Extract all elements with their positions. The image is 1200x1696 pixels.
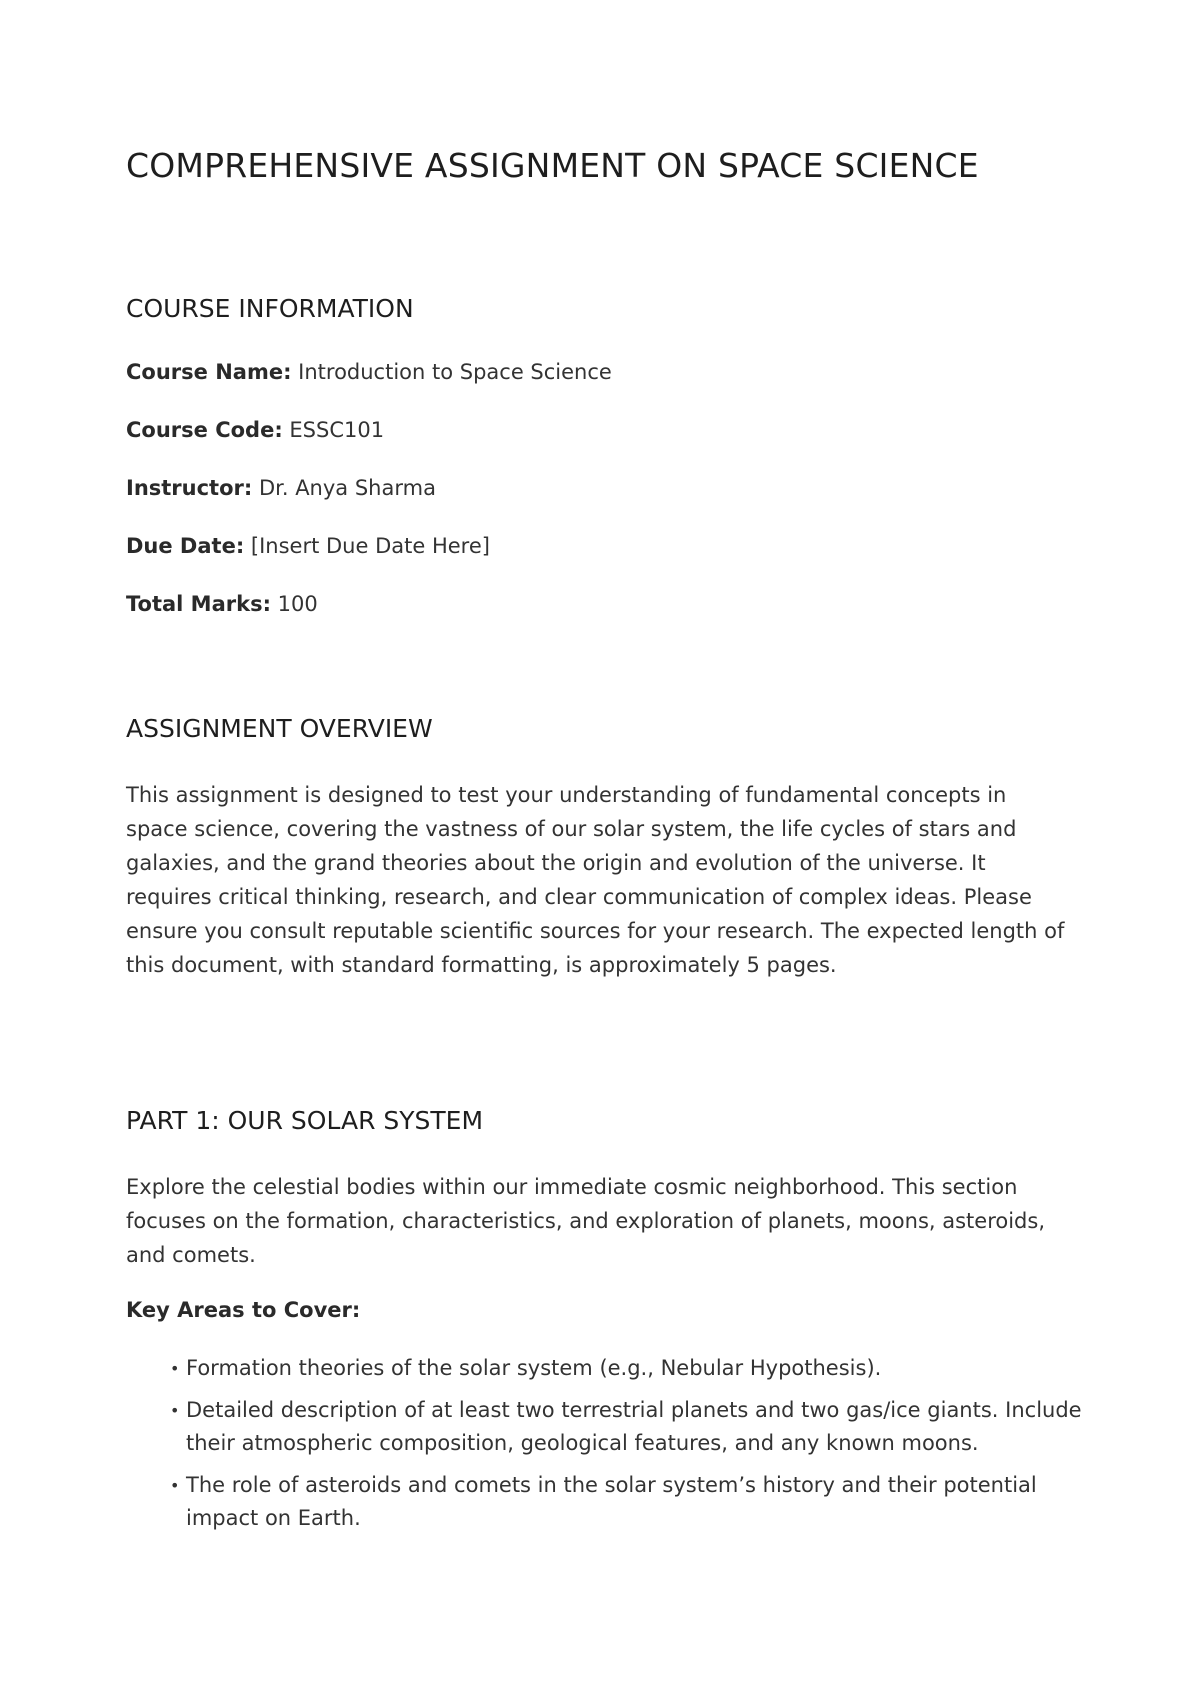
instructor-value: Dr. Anya Sharma xyxy=(258,476,436,500)
total-marks-value: 100 xyxy=(277,592,318,616)
list-item-text: Formation theories of the solar system (e.g., Nebular Hypothesis). xyxy=(186,1356,882,1380)
due-date-value: [Insert Due Date Here] xyxy=(250,534,490,558)
due-date-row xyxy=(126,534,490,558)
bullet-icon: • xyxy=(170,1401,180,1420)
bullet-icon: • xyxy=(170,1476,180,1495)
total-marks-label: Total Marks: xyxy=(126,592,271,616)
instructor-label: Instructor: xyxy=(126,476,253,500)
course-code-label: Course Code: xyxy=(126,418,283,442)
document-title: COMPREHENSIVE ASSIGNMENT ON SPACE SCIENCE xyxy=(126,146,979,185)
bullet-icon: • xyxy=(170,1359,180,1378)
course-name-label: Course Name: xyxy=(126,360,292,384)
part1-heading: PART 1: OUR SOLAR SYSTEM xyxy=(126,1106,484,1135)
list-item xyxy=(168,1394,1088,1460)
course-name-value: Introduction to Space Science xyxy=(298,360,612,384)
instructor-row xyxy=(126,476,436,500)
part1-paragraph: Explore the celestial bodies within our immediate cosmic neighborhood. This section focuses on the formation, characteristics, and exploration of planets, moons, asteroids, and comets. xyxy=(126,1175,1045,1267)
assignment-overview-heading: ASSIGNMENT OVERVIEW xyxy=(126,714,433,743)
list-item-text: The role of asteroids and comets in the solar system’s history and their potential impact on Earth. xyxy=(186,1473,1037,1530)
assignment-overview-paragraph: This assignment is designed to test your understanding of fundamental concepts in space science, covering the vastness of our solar system, the life cycles of stars and galaxies, and the grand theories about the origin and evolution of the universe. It requires critical thinking, research, and clear communication of complex ideas. Please ensure you consult reputable scientific sources for your research. The expected length of this document, with standard formatting, is approximately 5 pages. xyxy=(126,783,1065,977)
list-item xyxy=(168,1352,1088,1385)
list-item xyxy=(168,1469,1088,1535)
total-marks-row xyxy=(126,592,318,616)
list-item-text: Detailed description of at least two terrestrial planets and two gas/ice giants. Include their atmospheric composition, geological features, and any known moons. xyxy=(186,1398,1082,1455)
course-information-heading: COURSE INFORMATION xyxy=(126,294,414,323)
course-name-row xyxy=(126,360,612,384)
key-areas-list xyxy=(168,1352,1088,1544)
course-code-value: ESSC101 xyxy=(289,418,385,442)
course-code-row xyxy=(126,418,384,442)
due-date-label: Due Date: xyxy=(126,534,245,558)
key-areas-label: Key Areas to Cover: xyxy=(126,1298,361,1322)
